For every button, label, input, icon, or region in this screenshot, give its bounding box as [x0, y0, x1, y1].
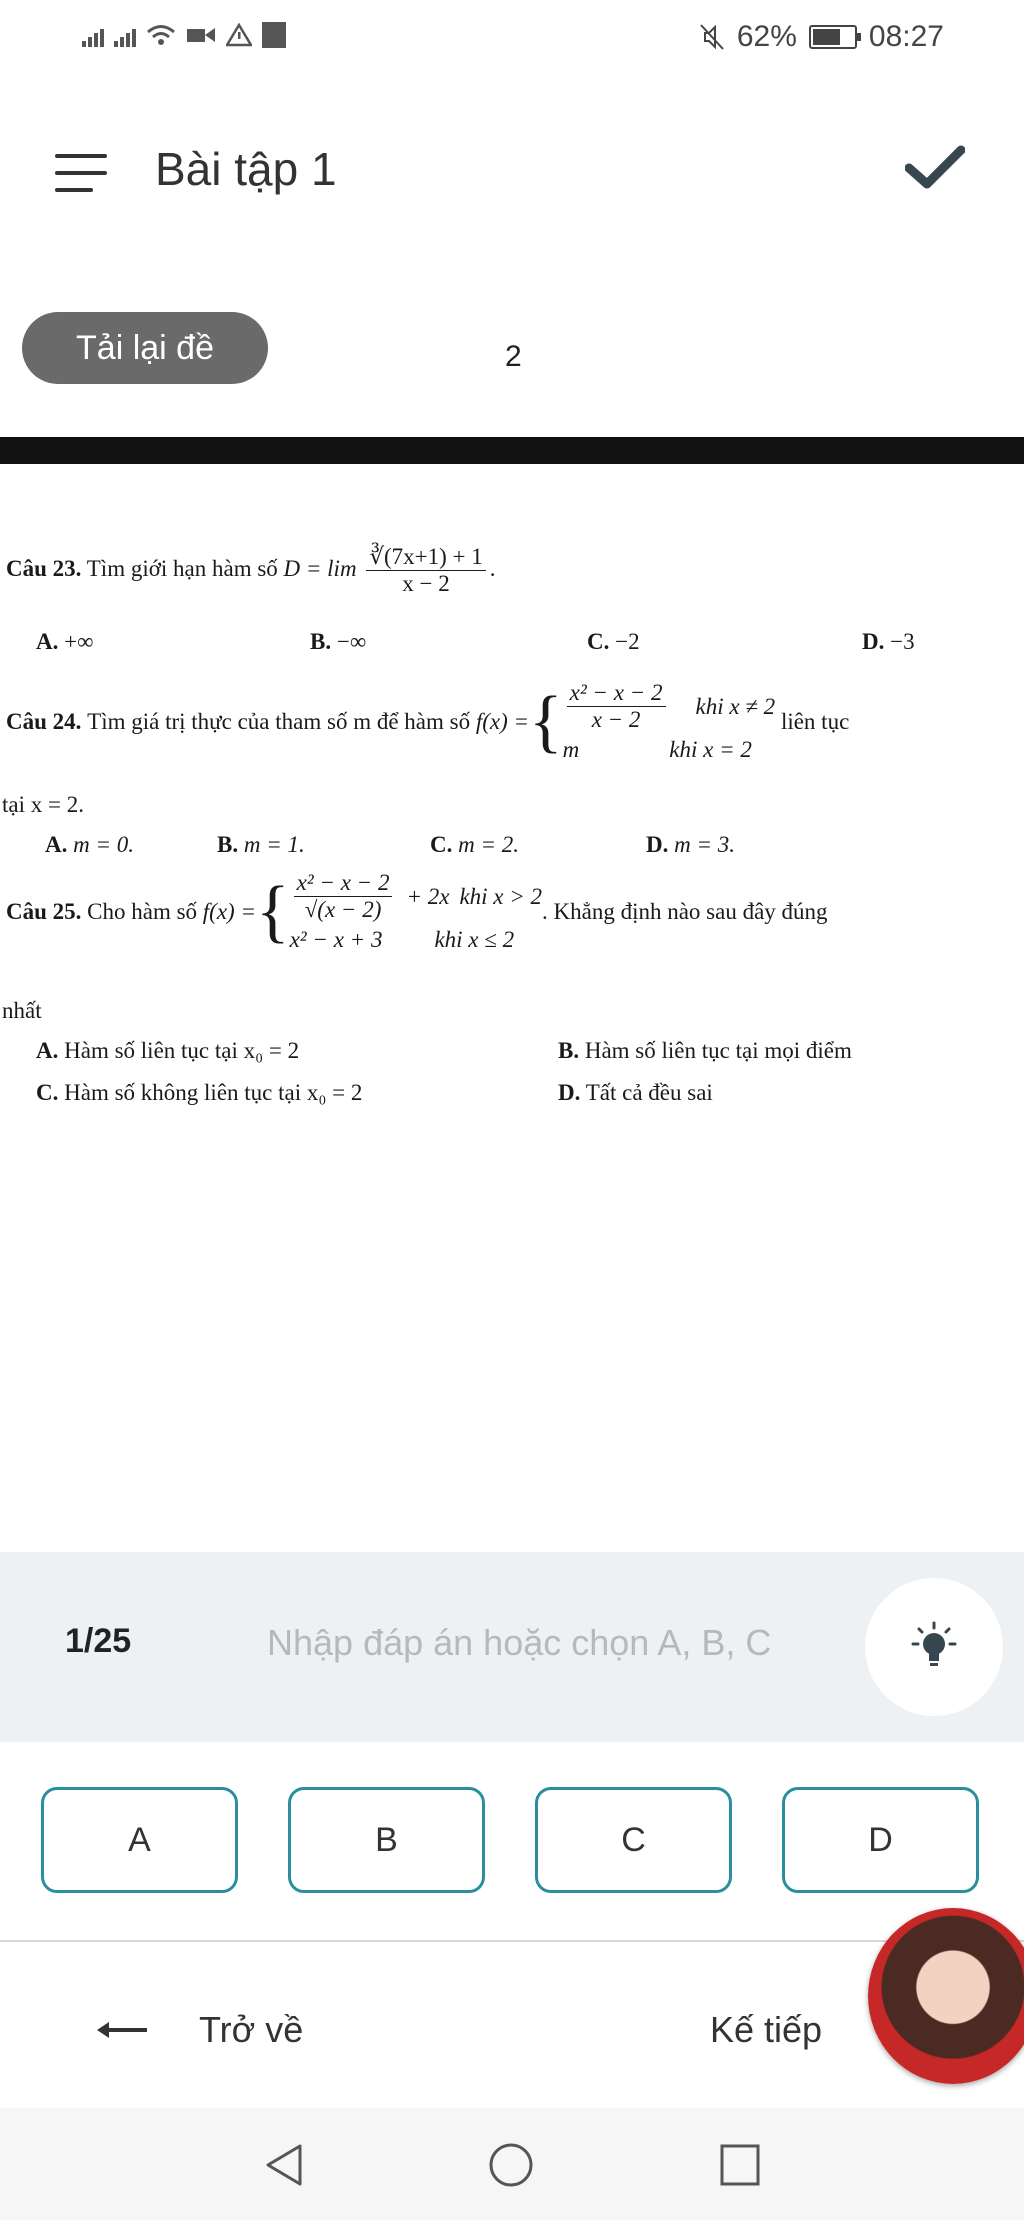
status-bar: [0, 0, 1024, 84]
question-text: Cho hàm số: [87, 898, 198, 924]
wifi-icon: [146, 23, 176, 47]
option-25b: [558, 1038, 852, 1064]
option-key: A.: [36, 629, 59, 654]
option-key: C.: [36, 1080, 59, 1105]
warning-icon: [226, 23, 252, 47]
case2-value: m: [562, 737, 580, 762]
home-circle-icon[interactable]: [488, 2142, 534, 2188]
choice-button-a[interactable]: A: [41, 1787, 238, 1893]
divider-bar: [0, 437, 1024, 464]
case2-condition: khi x = 2: [669, 737, 752, 762]
question-label: Câu 23.: [6, 555, 82, 581]
option-23a: [36, 629, 94, 655]
option-text: Hàm số liên tục tại x₀ = 2: [64, 1038, 300, 1063]
menu-icon[interactable]: [55, 154, 107, 192]
option-24d: [646, 832, 735, 858]
next-label: Kế tiếp: [710, 2009, 823, 2050]
case1-numerator: x² − x − 2: [294, 870, 393, 897]
notification-square-icon: [262, 22, 286, 48]
signal-icon-sim2: [114, 23, 136, 47]
app-bar: [0, 84, 1024, 254]
check-icon[interactable]: [905, 144, 965, 192]
reload-exam-button[interactable]: Tải lại đề: [22, 312, 268, 384]
case1-addend: + 2x: [406, 883, 450, 909]
option-23b: [310, 629, 366, 655]
option-key: A.: [45, 832, 68, 857]
answer-bar: [0, 1552, 1024, 1742]
question-counter: 1/25: [65, 1622, 132, 1660]
option-text: −2: [615, 629, 640, 654]
status-icons-left: [82, 22, 286, 48]
question-25-line2: nhất: [2, 998, 42, 1023]
limit-fraction: [366, 544, 485, 597]
signal-icon-sim1: [82, 23, 104, 47]
choice-button-d[interactable]: D: [782, 1787, 979, 1893]
recents-square-icon[interactable]: [718, 2142, 762, 2188]
option-24a: [45, 832, 134, 858]
answer-input[interactable]: [265, 1612, 829, 1674]
brace: {: [255, 872, 290, 950]
brace: {: [529, 682, 563, 760]
question-text: Tìm giới hạn hàm số: [86, 555, 278, 581]
question-tail: . Khẳng định nào sau đây đúng: [542, 898, 828, 924]
separator: [0, 1940, 1024, 1942]
case1-condition: khi x ≠ 2: [695, 693, 776, 719]
exam-number: 2: [505, 340, 522, 373]
back-triangle-icon[interactable]: [262, 2142, 306, 2188]
case1-denominator: √(x − 2): [304, 897, 382, 922]
option-text: m = 0.: [73, 832, 135, 857]
case1-denominator: x − 2: [591, 707, 641, 732]
piecewise-cases: [290, 870, 542, 953]
option-25d: [558, 1080, 713, 1106]
question-label: Câu 24.: [6, 708, 82, 734]
question-25: [6, 870, 828, 953]
choice-button-b[interactable]: B: [288, 1787, 485, 1893]
hint-button[interactable]: [865, 1578, 1003, 1716]
option-key: A.: [36, 1038, 59, 1063]
option-text: Tất cả đều sai: [585, 1080, 713, 1105]
question-content: [0, 520, 1024, 1140]
option-text: −3: [890, 629, 915, 654]
case1-numerator: x² − x − 2: [567, 680, 666, 707]
option-24b: [217, 832, 305, 858]
function-name: f(x) =: [202, 898, 256, 924]
fraction-denominator: x − 2: [402, 571, 450, 596]
arrow-left-icon: [95, 2018, 149, 2042]
question-tail: liên tục: [780, 708, 850, 734]
mute-icon: [699, 23, 725, 51]
video-icon: [186, 25, 216, 45]
question-text: Tìm giá trị thực của tham số m để hàm số: [87, 708, 471, 734]
option-text: m = 3.: [674, 832, 736, 857]
option-text: m = 1.: [243, 832, 305, 857]
question-label: Câu 25.: [6, 898, 82, 924]
option-text: Hàm số không liên tục tại x₀ = 2: [64, 1080, 363, 1105]
page-title: Bài tập 1: [155, 143, 337, 195]
clock: 08:27: [868, 20, 944, 53]
lightbulb-icon: [907, 1620, 961, 1674]
option-text: Hàm số liên tục tại mọi điểm: [584, 1038, 852, 1063]
piecewise-cases: [563, 680, 776, 763]
option-text: −∞: [336, 629, 367, 654]
option-25c: [36, 1080, 362, 1106]
option-key: D.: [646, 832, 669, 857]
choice-button-c[interactable]: C: [535, 1787, 732, 1893]
case2-condition: khi x ≤ 2: [434, 927, 515, 952]
case1-condition: khi x > 2: [459, 883, 543, 909]
status-icons-right: [699, 20, 944, 54]
option-text: m = 2.: [458, 832, 520, 857]
back-button[interactable]: [95, 2000, 303, 2060]
option-23d: [862, 629, 915, 655]
function-name: f(x) =: [475, 708, 530, 734]
option-key: D.: [862, 629, 885, 654]
back-label: Trở về: [199, 2009, 304, 2050]
question-24: [6, 680, 849, 763]
option-key: C.: [587, 629, 610, 654]
option-24c: [430, 832, 519, 858]
option-key: C.: [430, 832, 453, 857]
option-key: B.: [217, 832, 239, 857]
option-key: B.: [310, 629, 332, 654]
limit-expression: D = lim: [283, 555, 357, 581]
battery-percent: 62%: [736, 20, 797, 53]
question-23: Câu 23. Tìm giới hạn hàm số D = lim $\frac{∛(7x+1) + 1}{x - 2}$ .: [6, 544, 496, 596]
floating-video-bubble[interactable]: [868, 1908, 1024, 2084]
case2-value: x² − x + 3: [289, 927, 383, 952]
option-23c: [587, 629, 640, 655]
system-navigation-bar: [0, 2108, 1024, 2220]
option-key: D.: [558, 1080, 581, 1105]
option-text: +∞: [64, 629, 94, 654]
option-25a: [36, 1038, 299, 1064]
next-button[interactable]: [710, 2000, 822, 2060]
battery-icon: [809, 25, 857, 49]
fraction-numerator: ∛(7x+1) + 1: [366, 544, 485, 571]
question-24-line2: tại x = 2.: [2, 792, 84, 817]
option-key: B.: [558, 1038, 580, 1063]
